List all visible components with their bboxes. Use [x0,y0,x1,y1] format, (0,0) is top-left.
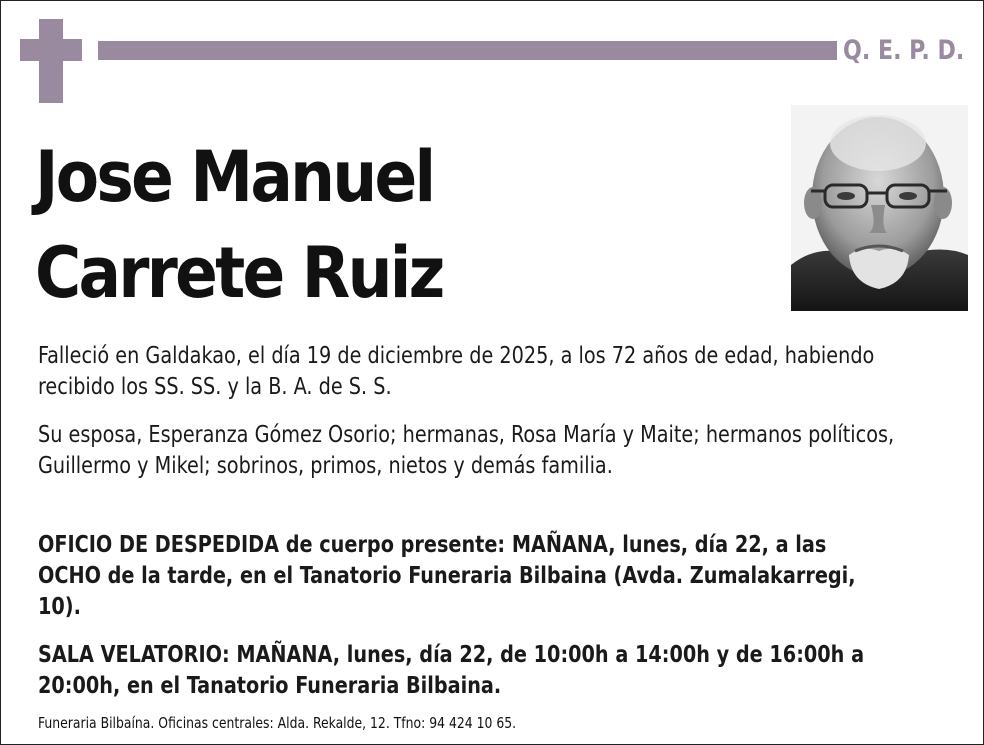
funeral-home-footer: Funeraria Bilbaína. Oficinas centrales: Alda. Rekalde, 12. Tfno: 94 424 10 65. [38,714,517,732]
portrait-photo [791,105,968,311]
death-paragraph: Falleció en Galdakao, el día 19 de diciembre de 2025, a los 72 años de edad, habiendo recibido los SS. SS. y la B. A. de S. S. [38,343,875,400]
funeral-paragraph: OFICIO DE DESPEDIDA de cuerpo presente: MAÑANA, lunes, día 22, a las OCHO de la tarde, en el Tanatorio Funeraria Bilbaina (Avda. Zumalakarregi, 10). [38,532,856,620]
name-line-2: Carrete Ruiz [35,232,443,314]
qepd-label: Q. E. P. D. [843,35,965,66]
header-rule [98,41,837,60]
wake-paragraph: SALA VELATORIO: MAÑANA, lunes, día 22, de 10:00h a 14:00h y de 16:00h a 20:00h, en el Tanatorio Funeraria Bilbaina. [38,642,865,699]
deceased-name [35,129,701,321]
name-line-1: Jose Manuel [35,136,434,218]
family-paragraph: Su esposa, Esperanza Gómez Osorio; hermanas, Rosa María y Maite; hermanos políticos, Guillermo y Mikel; sobrinos, primos, nietos y demás familia. [38,422,895,479]
